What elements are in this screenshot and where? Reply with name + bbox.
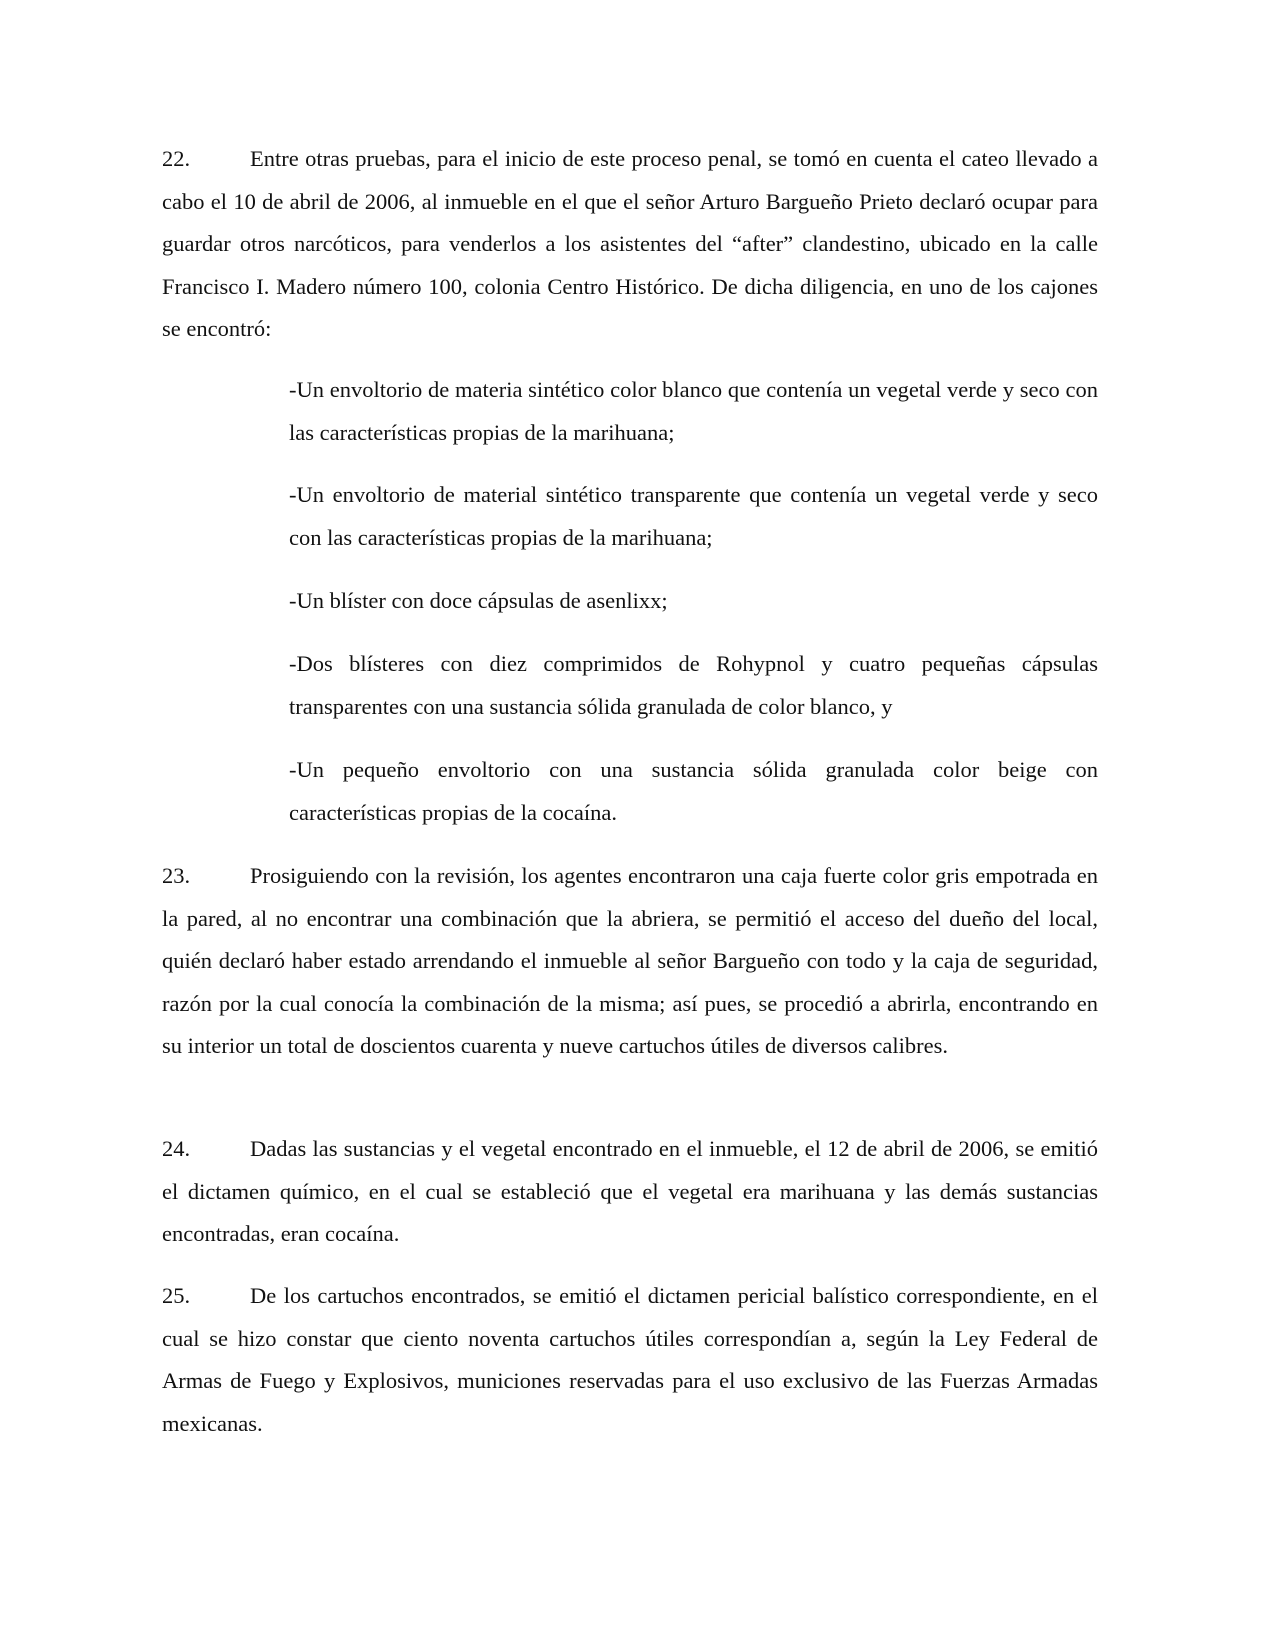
paragraph-number: 25. (162, 1283, 191, 1308)
list-item: -Dos blísteres con diez comprimidos de Rohypnol y cuatro pequeñas cápsulas transparentes con una sustancia sólida granulada de color blanco, y (289, 651, 1098, 719)
paragraph-number: 23. (162, 863, 191, 888)
paragraph-text: Entre otras pruebas, para el inicio de este proceso penal, se tomó en cuenta el cateo llevado a cabo el 10 de abril de 2006, al inmueble en el que el señor Arturo Bargueño Prieto declaró ocupar para guardar otros narcóticos, para venderlos a los asistentes del “after” clandestino, ubicado en la calle Francisco I. Madero número 100, colonia Centro Histórico. De dicha diligencia, en uno de los cajones se encontró: (162, 146, 1098, 341)
paragraph-text: Dadas las sustancias y el vegetal encontrado en el inmueble, el 12 de abril de 2006, se emitió el dictamen químico, en el cual se estableció que el vegetal era marihuana y las demás sustancias encontradas, eran cocaína. (162, 1136, 1098, 1246)
paragraph-22 (162, 138, 1098, 351)
list-item: -Un pequeño envoltorio con una sustancia sólida granulada color beige con características propias de la cocaína. (289, 757, 1098, 825)
paragraph-number: 22. (162, 146, 191, 171)
paragraph-25 (162, 1275, 1098, 1445)
list-item: -Un envoltorio de material sintético transparente que contenía un vegetal verde y seco con las características propias de la marihuana; (289, 482, 1098, 550)
paragraph-23 (162, 855, 1098, 1068)
paragraph-24 (162, 1128, 1098, 1256)
list-item: -Un envoltorio de materia sintético color blanco que contenía un vegetal verde y seco con las características propias de la marihuana; (289, 377, 1098, 445)
paragraph-text: Prosiguiendo con la revisión, los agentes encontraron una caja fuerte color gris empotrada en la pared, al no encontrar una combinación que la abriera, se permitió el acceso del dueño del local, quién declaró haber estado arrendando el inmueble al señor Bargueño con todo y la caja de seguridad, razón por la cual conocía la combinación de la misma; así pues, se procedió a abrirla, encontrando en su interior un total de doscientos cuarenta y nueve cartuchos útiles de diversos calibres. (162, 863, 1098, 1058)
paragraph-number: 24. (162, 1136, 191, 1161)
paragraph-text: De los cartuchos encontrados, se emitió el dictamen pericial balístico correspondiente, en el cual se hizo constar que ciento noventa cartuchos útiles correspondían a, según la Ley Federal de Armas de Fuego y Explosivos, municiones reservadas para el uso exclusivo de las Fuerzas Armadas mexicanas. (162, 1283, 1098, 1436)
list-item: -Un blíster con doce cápsulas de asenlixx; (289, 588, 668, 613)
